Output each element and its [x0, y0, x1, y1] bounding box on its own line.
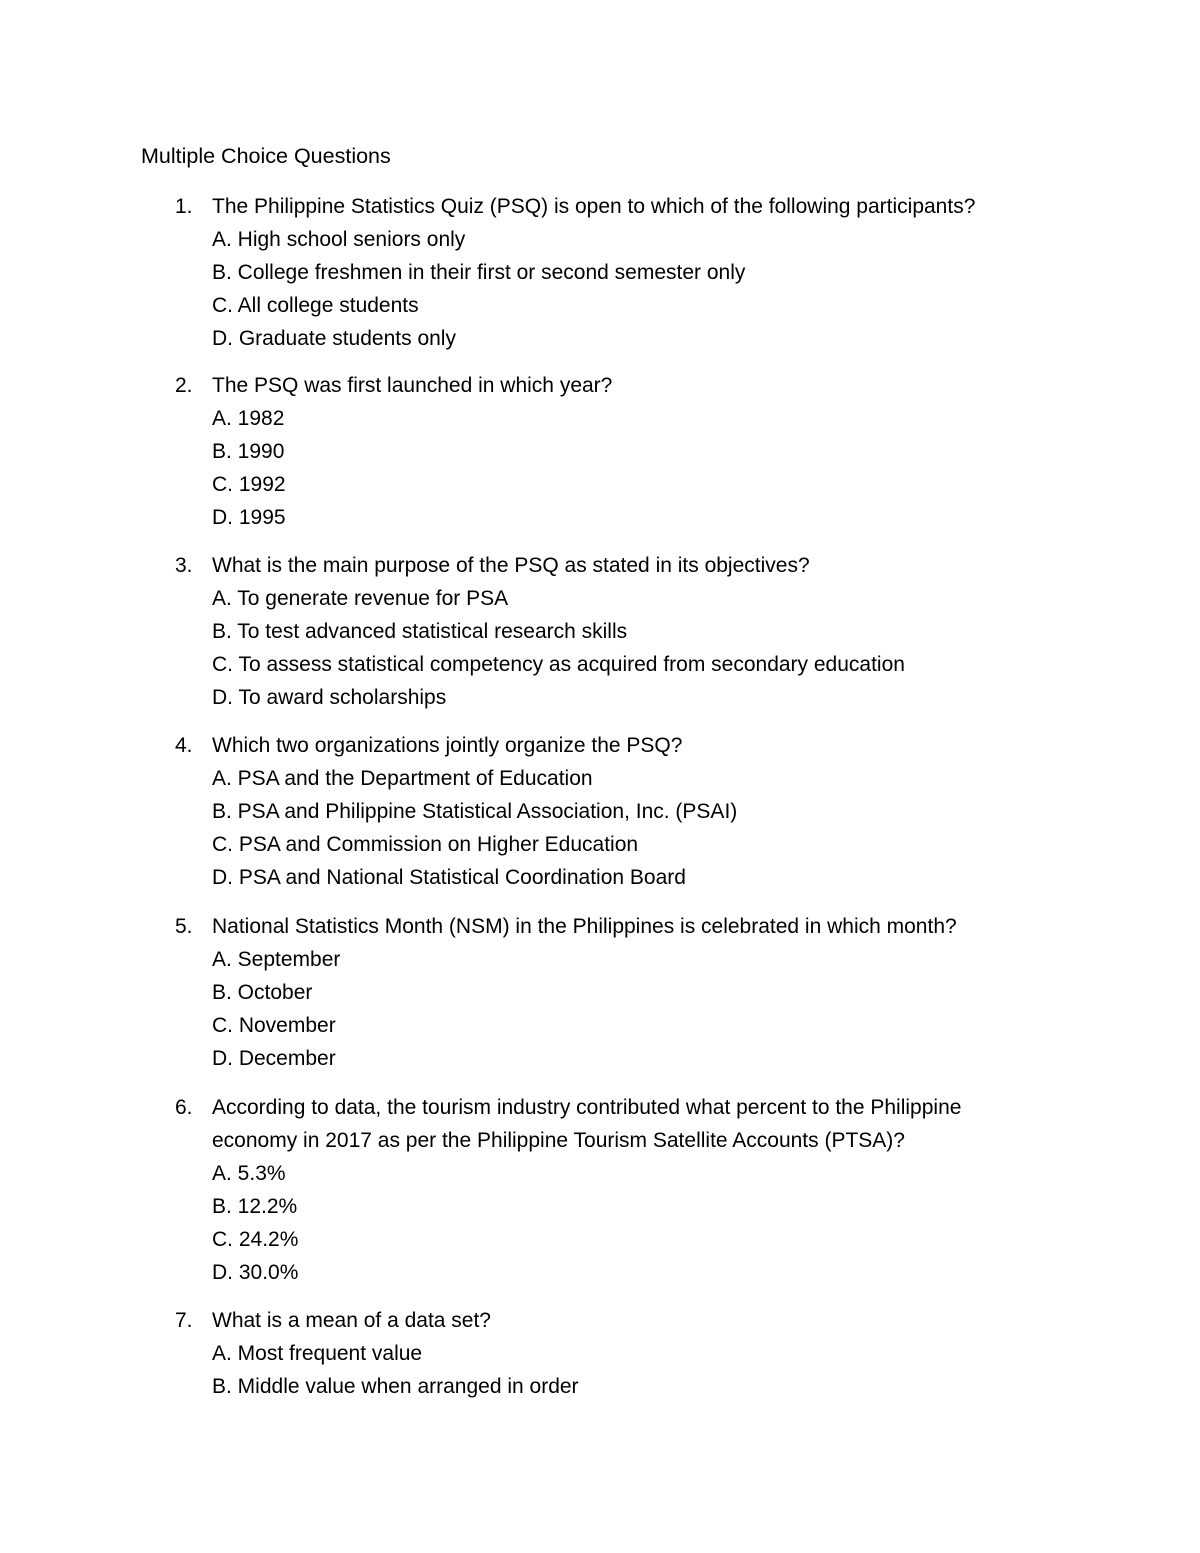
- answer-option: D. 1995: [212, 506, 286, 529]
- answer-option: A. 1982: [212, 407, 285, 430]
- answer-option: C. To assess statistical competency as acquired from secondary education: [212, 653, 905, 676]
- question-body: [212, 549, 1032, 714]
- answer-option: D. PSA and National Statistical Coordination Board: [212, 866, 686, 889]
- answer-option: C. PSA and Commission on Higher Education: [212, 833, 639, 856]
- answer-option: B. PSA and Philippine Statistical Association, Inc. (PSAI): [212, 800, 738, 823]
- answer-option: B. October: [212, 981, 313, 1004]
- answer-option: A. To generate revenue for PSA: [212, 587, 509, 610]
- answer-option: C. November: [212, 1014, 336, 1037]
- question-number: 5.: [175, 915, 193, 938]
- answer-option: B. 1990: [212, 440, 285, 463]
- question-number: 1.: [175, 195, 193, 218]
- answer-option: B. 12.2%: [212, 1195, 298, 1218]
- question-body: [212, 729, 1032, 894]
- question-body: [212, 1091, 1032, 1289]
- answer-option: B. To test advanced statistical research skills: [212, 620, 628, 643]
- answer-option: C. All college students: [212, 294, 419, 317]
- answer-option: D. To award scholarships: [212, 686, 447, 709]
- answer-option: D. December: [212, 1047, 336, 1070]
- question-number: 6.: [175, 1096, 193, 1119]
- question-text: What is a mean of a data set?: [212, 1309, 491, 1332]
- question-number: 4.: [175, 734, 193, 757]
- answer-option: C. 1992: [212, 473, 286, 496]
- question-text: According to data, the tourism industry contributed what percent to the Philippine: [212, 1096, 962, 1119]
- answer-option: B. Middle value when arranged in order: [212, 1375, 579, 1398]
- document-title: Multiple Choice Questions: [141, 144, 391, 168]
- question-text: Which two organizations jointly organize the PSQ?: [212, 734, 683, 757]
- answer-option: A. 5.3%: [212, 1162, 286, 1185]
- question-body: [212, 1304, 1032, 1403]
- answer-option: A. PSA and the Department of Education: [212, 767, 593, 790]
- question-text: What is the main purpose of the PSQ as stated in its objectives?: [212, 554, 810, 577]
- question-body: [212, 369, 1032, 534]
- answer-option: B. College freshmen in their first or second semester only: [212, 261, 746, 284]
- question-text: The PSQ was first launched in which year?: [212, 374, 613, 397]
- answer-option: A. Most frequent value: [212, 1342, 423, 1365]
- question-number: 3.: [175, 554, 193, 577]
- question-body: [212, 190, 1032, 355]
- answer-option: D. Graduate students only: [212, 327, 456, 350]
- question-number: 7.: [175, 1309, 193, 1332]
- answer-option: D. 30.0%: [212, 1261, 299, 1284]
- question-text: economy in 2017 as per the Philippine Tourism Satellite Accounts (PTSA)?: [212, 1129, 905, 1152]
- question-body: [212, 910, 1032, 1075]
- question-text: National Statistics Month (NSM) in the Philippines is celebrated in which month?: [212, 915, 957, 938]
- answer-option: C. 24.2%: [212, 1228, 299, 1251]
- answer-option: A. September: [212, 948, 341, 971]
- question-number: 2.: [175, 374, 193, 397]
- question-text: The Philippine Statistics Quiz (PSQ) is open to which of the following participants?: [212, 195, 976, 218]
- answer-option: A. High school seniors only: [212, 228, 466, 251]
